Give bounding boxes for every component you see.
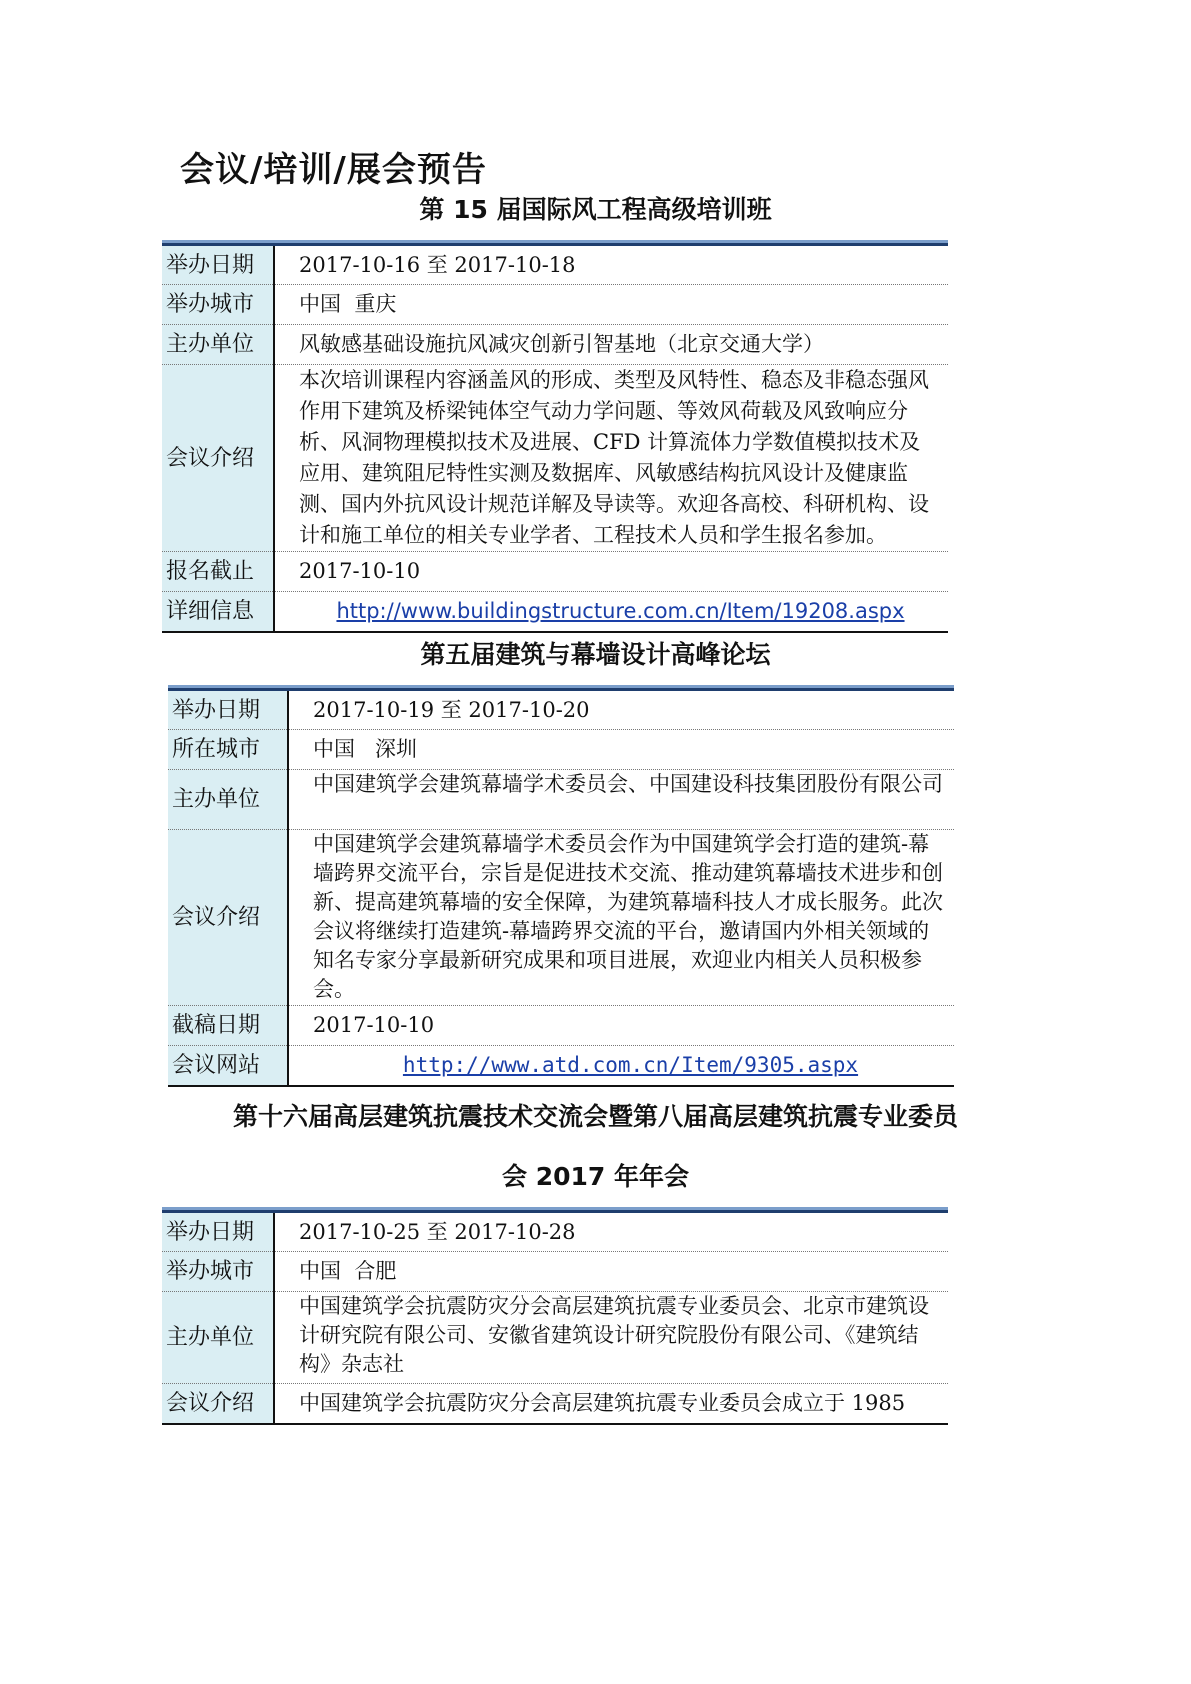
table-row [162, 1384, 948, 1424]
event-table-3 [162, 1210, 948, 1425]
row-label: 举办城市 [162, 1252, 274, 1292]
website-link[interactable]: http://www.atd.com.cn/Item/9305.aspx [402, 1052, 859, 1077]
table-row [162, 592, 948, 632]
table-row [162, 325, 948, 365]
row-label: 截稿日期 [168, 1006, 288, 1046]
row-value: 中国建筑学会建筑幕墙学术委员会、中国建设科技集团股份有限公司 [288, 770, 954, 830]
event-table-2 [168, 688, 954, 1087]
row-label: 举办城市 [162, 285, 274, 325]
table-row [168, 1006, 954, 1046]
row-value: 风敏感基础设施抗风减灾创新引智基地（北京交通大学） [274, 325, 948, 365]
row-value [288, 1046, 954, 1086]
table-row [162, 1292, 948, 1384]
row-value: 2017-10-16 至 2017-10-18 [274, 245, 948, 285]
table-row [162, 245, 948, 285]
row-label: 主办单位 [162, 1292, 274, 1384]
row-value: 2017-10-25 至 2017-10-28 [274, 1212, 948, 1252]
table-row [162, 552, 948, 592]
page-title: 会议/培训/展会预告 [180, 150, 487, 190]
row-label: 报名截止 [162, 552, 274, 592]
row-value: 中国建筑学会抗震防灾分会高层建筑抗震专业委员会、北京市建筑设计研究院有限公司、安徽省建筑设计研究院股份有限公司、《建筑结构》杂志社 [274, 1292, 948, 1384]
table-row [162, 1212, 948, 1252]
row-label: 举办日期 [162, 245, 274, 285]
row-label: 主办单位 [162, 325, 274, 365]
row-value: 中国 合肥 [274, 1252, 948, 1292]
row-value: 中国建筑学会建筑幕墙学术委员会作为中国建筑学会打造的建筑-幕墙跨界交流平台，宗旨是促进技术交流、推动建筑幕墙技术进步和创新、提高建筑幕墙的安全保障，为建筑幕墙科技人才成长服务。此次会议将继续打造建筑-幕墙跨界交流的平台，邀请国内外相关领域的知名专家分享最新研究成果和项目进展，欢迎业内相关人员积极参会。 [288, 830, 954, 1006]
details-link[interactable]: http://www.buildingstructure.com.cn/Item/19208.aspx [336, 598, 905, 623]
row-label: 主办单位 [168, 770, 288, 830]
row-value: 中国建筑学会抗震防灾分会高层建筑抗震专业委员会成立于 1985 [299, 1390, 906, 1415]
row-value: 2017-10-10 [274, 552, 948, 592]
row-label: 所在城市 [168, 730, 288, 770]
row-label: 会议介绍 [162, 365, 274, 552]
table-row [168, 770, 954, 830]
event-table-1 [162, 243, 948, 633]
table-row [168, 690, 954, 730]
table-row [168, 830, 954, 1006]
row-value: 中国 重庆 [274, 285, 948, 325]
event-title-3-line2: 会 2017 年年会 [502, 1162, 689, 1191]
row-label: 举办日期 [162, 1212, 274, 1252]
row-value: 2017-10-10 [288, 1006, 954, 1046]
event-title-1: 第 15 届国际风工程高级培训班 [419, 195, 772, 224]
row-value: 中国 深圳 [288, 730, 954, 770]
row-value: 2017-10-19 至 2017-10-20 [288, 690, 954, 730]
row-label: 举办日期 [168, 690, 288, 730]
table-row [168, 1046, 954, 1086]
table-row [168, 730, 954, 770]
row-label: 详细信息 [162, 592, 274, 632]
event-title-2: 第五届建筑与幕墙设计高峰论坛 [420, 640, 771, 669]
table-row [162, 285, 948, 325]
row-label: 会议网站 [168, 1046, 288, 1086]
row-value [274, 592, 948, 632]
row-value: 本次培训课程内容涵盖风的形成、类型及风特性、稳态及非稳态强风作用下建筑及桥梁钝体空气动力学问题、等效风荷载及风致响应分析、风洞物理模拟技术及进展、CFD 计算流体力学数值模拟技术及应用、建筑阻尼特性实测及数据库、风敏感结构抗风设计及健康监测、国内外抗风设计规范详解及导读等。欢迎各高校、科研机构、设计和施工单位的相关专业学者、工程技术人员和学生报名参加。 [274, 365, 948, 552]
event-title-3: 第十六届高层建筑抗震技术交流会暨第八届高层建筑抗震专业委员 [232, 1102, 958, 1131]
table-row [162, 365, 948, 552]
row-label: 会议介绍 [168, 830, 288, 1006]
table-row [162, 1252, 948, 1292]
row-label: 会议介绍 [162, 1384, 274, 1424]
